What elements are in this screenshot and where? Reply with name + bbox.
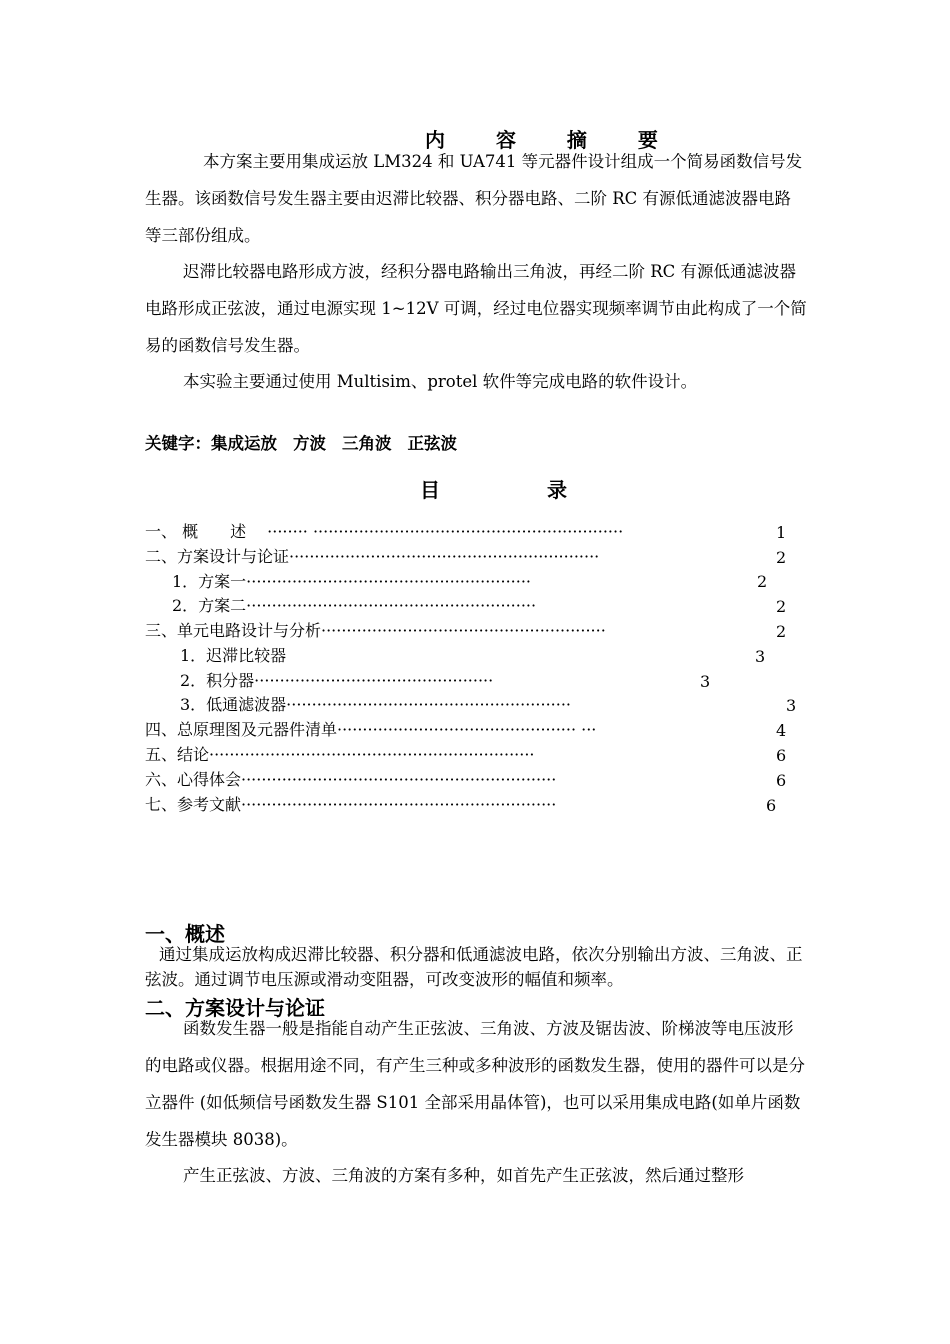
- toc-entry-text: 1．方案一························································: [172, 572, 531, 591]
- toc-entry[interactable]: [145, 522, 623, 542]
- toc-title: 目 录: [420, 478, 617, 502]
- toc-page-number: 2: [776, 622, 787, 641]
- toc-entry-text: 一、 概 述 ········ ·····························································: [145, 522, 624, 541]
- toc-entry[interactable]: [180, 646, 286, 666]
- abstract-paragraph-3: 本实验主要通过使用 Multisim、protel 软件等完成电路的软件设计。: [183, 372, 698, 391]
- toc-page-number: 2: [757, 572, 768, 591]
- keywords-label: 关键字：: [145, 434, 211, 453]
- keyword-item: 集成运放: [211, 434, 277, 453]
- abstract-paragraph-2: 迟滞比较器电路形成方波，经积分器电路输出三角波，再经二阶 RC 有源低通滤波器电路形成正弦波，通过电源实现 1~12V 可调，经过电位器实现频率调节由此构成了一个简易的函数信号发生器。: [145, 262, 807, 355]
- section-heading-overview: 一、概述: [145, 922, 225, 946]
- abstract-paragraph-1: 本方案主要用集成运放 LM324 和 UA741 等元器件设计组成一个简易函数信号发生器。该函数信号发生器主要由迟滞比较器、积分器电路、二阶 RC 有源低通滤波器电路等三部份组成。: [145, 152, 803, 245]
- toc-page-number: 6: [776, 746, 787, 765]
- toc-entry[interactable]: [145, 770, 556, 790]
- toc-entry[interactable]: [145, 547, 599, 567]
- toc-entry-text: 2．方案二·························································: [172, 596, 537, 615]
- toc-page-number: 3: [755, 647, 766, 666]
- toc-page-number: 6: [776, 771, 787, 790]
- toc-entry[interactable]: [145, 795, 556, 815]
- toc-entry[interactable]: [180, 671, 493, 691]
- toc-entry[interactable]: [145, 621, 606, 641]
- section-overview-body: 通过集成运放构成迟滞比较器、积分器和低通滤波电路，依次分别输出方波、三角波、正弦波。通过调节电压源或滑动变阻器，可改变波形的幅值和频率。: [145, 945, 803, 989]
- toc-entry-text: 六、心得体会······························································: [145, 770, 557, 789]
- toc-entry-text: 四、总原理图及元器件清单··············································· ···: [145, 720, 597, 739]
- section-design-paragraph-2: 产生正弦波、方波、三角波的方案有多种，如首先产生正弦波，然后通过整形: [183, 1166, 744, 1185]
- toc-page-number: 3: [786, 696, 797, 715]
- toc-entry-text: 1．迟滞比较器: [180, 646, 287, 665]
- toc-entry-text: 七、参考文献······························································: [145, 795, 557, 814]
- toc-page-number: 2: [776, 548, 787, 567]
- toc-entry[interactable]: [172, 596, 536, 616]
- toc-entry[interactable]: [145, 720, 596, 740]
- keyword-item: 方波: [293, 434, 326, 453]
- section-heading-design: 二、方案设计与论证: [145, 996, 325, 1020]
- keywords-line: [145, 430, 473, 454]
- keyword-item: 三角波: [342, 434, 392, 453]
- toc-entry[interactable]: [145, 745, 535, 765]
- toc-entry-text: 三、单元电路设计与分析························································: [145, 621, 606, 640]
- section-design-paragraph-1: 函数发生器一般是指能自动产生正弦波、三角波、方波及锯齿波、阶梯波等电压波形的电路或仪器。根据用途不同，有产生三种或多种波形的函数发生器，使用的器件可以是分立器件 (如低频信号函数发生器 S101 全部采用晶体管)，也可以采用集成电路(如单片函数发生器模块 8038)。: [145, 1019, 805, 1149]
- toc-page-number: 4: [776, 721, 787, 740]
- toc-page-number: 2: [776, 597, 787, 616]
- abstract-title: 内 容 摘 要: [425, 128, 680, 152]
- keyword-item: 正弦波: [407, 434, 457, 453]
- toc-entry-text: 二、方案设计与论证·····························································: [145, 547, 600, 566]
- toc-page-number: 3: [700, 672, 711, 691]
- toc-entry[interactable]: [180, 695, 571, 715]
- toc-entry-text: 3．低通滤波器························································: [180, 695, 571, 714]
- toc-page-number: 6: [766, 796, 777, 815]
- toc-entry[interactable]: [172, 572, 531, 592]
- toc-entry-text: 2．积分器···············································: [180, 671, 494, 690]
- toc-entry-text: 五、结论································································: [145, 745, 535, 764]
- toc-page-number: 1: [776, 523, 787, 542]
